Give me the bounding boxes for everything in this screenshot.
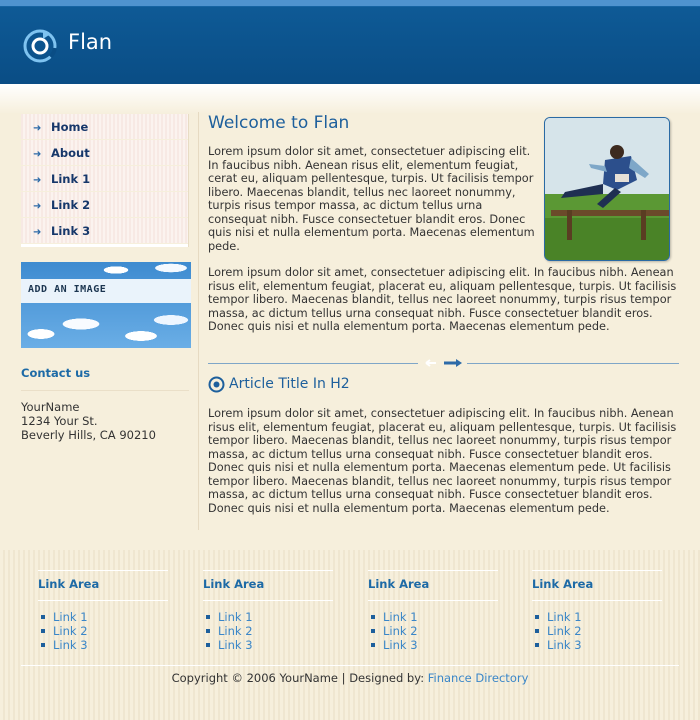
list-item: [203, 638, 333, 652]
link-area-list: [38, 610, 168, 652]
arrow-right-icon: ➜: [33, 175, 42, 186]
list-item: [38, 638, 168, 652]
sidebar-item-label: About: [51, 146, 90, 160]
contact-heading[interactable]: Contact us: [21, 366, 189, 391]
arrow-right-icon: ➜: [33, 149, 42, 160]
arrow-right-icon: ➜: [33, 123, 42, 134]
sidebar-item-link-2[interactable]: [21, 192, 188, 218]
footer-link[interactable]: Link 1: [218, 610, 253, 624]
section-divider-left: [208, 363, 418, 364]
link-area-heading: Link Area: [38, 570, 168, 601]
second-paragraph: Lorem ipsum dolor sit amet, consectetuer adipiscing elit. In faucibus nibh. Aenean risus elit, elementum feugiat, placerat eu, aliquam pellentesque, turpis. Ut facilisis tempor libero. Maecenas blandit, tellus nec laoreet nonummy, turpis risus tempor massa, ac dictum tellus urna consequat nibh. Fusce consectetuer blandit eros. Donec quis nisi et nulla elementum porta. Maecenas elementum pede.: [208, 266, 677, 333]
intro-paragraph: Lorem ipsum dolor sit amet, consectetuer adipiscing elit. In faucibus nibh. Aenean risus elit, elementum feugiat, cerat eu, aliquam pellentesque, turpis. Ut facilisis tempor libero. Maecenas blandit, tellus nec laoreet nonummy, turpis risus tempor massa, ac dictum tellus urna consequat nibh. Fusce consectetuer blandit eros. Donec quis nisi et nulla elementum porta. Maecenas elementum pede.: [208, 145, 535, 253]
sidebar-item-label: Link 2: [51, 198, 91, 212]
footer-link-area-3: [368, 570, 498, 652]
header-top-stripe: [0, 0, 700, 6]
square-bullet-icon: [206, 629, 210, 633]
contact-address: [21, 400, 156, 442]
sidebar-item-label: Home: [51, 120, 89, 134]
copyright-text: Copyright © 2006 YourName | Designed by:: [171, 671, 425, 685]
square-bullet-icon: [41, 643, 45, 647]
footer-link[interactable]: Link 2: [53, 624, 88, 638]
footer-link[interactable]: Link 1: [53, 610, 88, 624]
ad-image-banner[interactable]: [21, 262, 191, 348]
ad-label: ADD AN IMAGE: [28, 284, 107, 295]
square-bullet-icon: [371, 615, 375, 619]
list-item: [203, 610, 333, 624]
footer-link[interactable]: Link 2: [383, 624, 418, 638]
header-glow: [0, 84, 700, 114]
list-item: [532, 610, 662, 624]
link-area-list: [368, 610, 498, 652]
link-area-heading: Link Area: [368, 570, 498, 601]
list-item: [532, 638, 662, 652]
footer-link[interactable]: Link 3: [53, 638, 88, 652]
footer-link-area-4: [532, 570, 662, 652]
address-city: Beverly Hills, CA 90210: [21, 428, 156, 442]
article-paragraph: Lorem ipsum dolor sit amet, consectetuer adipiscing elit. In faucibus nibh. Aenean risus elit, elementum feugiat, placerat eu, aliquam pellentesque, turpis. Ut facilisis tempor libero. Maecenas blandit, tellus nec laoreet nonummy, turpis risus tempor massa, ac dictum tellus urna consequat nibh. Fusce consectetuer blandit eros. Donec quis nisi et nulla elementum porta. Maecenas elementum pede. Ut facilisis tempor libero. Maecenas blandit, tellus nec laoreet nonummy, turpis risus tempor massa, ac dictum tellus urna consequat nibh. Fusce consectetuer blandit eros. Donec quis nisi et nulla elementum porta. Maecenas elementum pede.: [208, 407, 677, 515]
square-bullet-icon: [41, 629, 45, 633]
arrow-right-icon: ➜: [33, 227, 42, 238]
hero-photo: [544, 117, 670, 261]
footer-link[interactable]: Link 3: [383, 638, 418, 652]
link-area-heading: Link Area: [532, 570, 662, 601]
square-bullet-icon: [206, 615, 210, 619]
sidebar-item-label: Link 1: [51, 172, 91, 186]
link-area-list: [203, 610, 333, 652]
arrow-right-icon: ➜: [33, 201, 42, 212]
square-bullet-icon: [535, 615, 539, 619]
address-street: 1234 Your St.: [21, 414, 98, 428]
sidebar-item-home[interactable]: [21, 114, 188, 140]
circular-arrow-icon: [22, 28, 58, 64]
link-area-list: [532, 610, 662, 652]
list-item: [532, 624, 662, 638]
footer-link[interactable]: Link 3: [218, 638, 253, 652]
square-bullet-icon: [371, 643, 375, 647]
column-divider: [198, 112, 199, 530]
square-bullet-icon: [371, 629, 375, 633]
list-item: [38, 610, 168, 624]
footer-link-area-2: [203, 570, 333, 652]
footer-divider: [21, 665, 679, 666]
footer-link[interactable]: Link 2: [218, 624, 253, 638]
footer-link[interactable]: Link 2: [547, 624, 582, 638]
sidebar-item-about[interactable]: [21, 140, 188, 166]
square-bullet-icon: [206, 643, 210, 647]
link-area-heading: Link Area: [203, 570, 333, 601]
designer-link[interactable]: Finance Directory: [427, 671, 529, 685]
square-bullet-icon: [535, 629, 539, 633]
copyright-line: [0, 671, 700, 685]
page-title: Welcome to Flan: [208, 113, 350, 133]
sidebar-item-link-3[interactable]: [21, 218, 188, 244]
sidebar-nav: [21, 114, 189, 247]
address-name: YourName: [21, 400, 80, 414]
list-item: [368, 638, 498, 652]
sidebar-item-link-1[interactable]: [21, 166, 188, 192]
section-divider-right: [467, 363, 679, 364]
footer-link[interactable]: Link 3: [547, 638, 582, 652]
square-bullet-icon: [535, 643, 539, 647]
site-title[interactable]: Flan: [68, 30, 113, 54]
footer-link[interactable]: Link 1: [547, 610, 582, 624]
list-item: [203, 624, 333, 638]
circle-bullet-icon: [208, 376, 225, 393]
article-title: Article Title In H2: [229, 376, 350, 392]
list-item: [368, 610, 498, 624]
list-item: [368, 624, 498, 638]
sidebar-item-label: Link 3: [51, 224, 91, 238]
double-arrow-icon: [424, 356, 464, 373]
footer-link-area-1: [38, 570, 168, 652]
square-bullet-icon: [41, 615, 45, 619]
site-header: [0, 0, 700, 84]
footer-link[interactable]: Link 1: [383, 610, 418, 624]
jumping-person-image: [545, 118, 670, 261]
list-item: [38, 624, 168, 638]
